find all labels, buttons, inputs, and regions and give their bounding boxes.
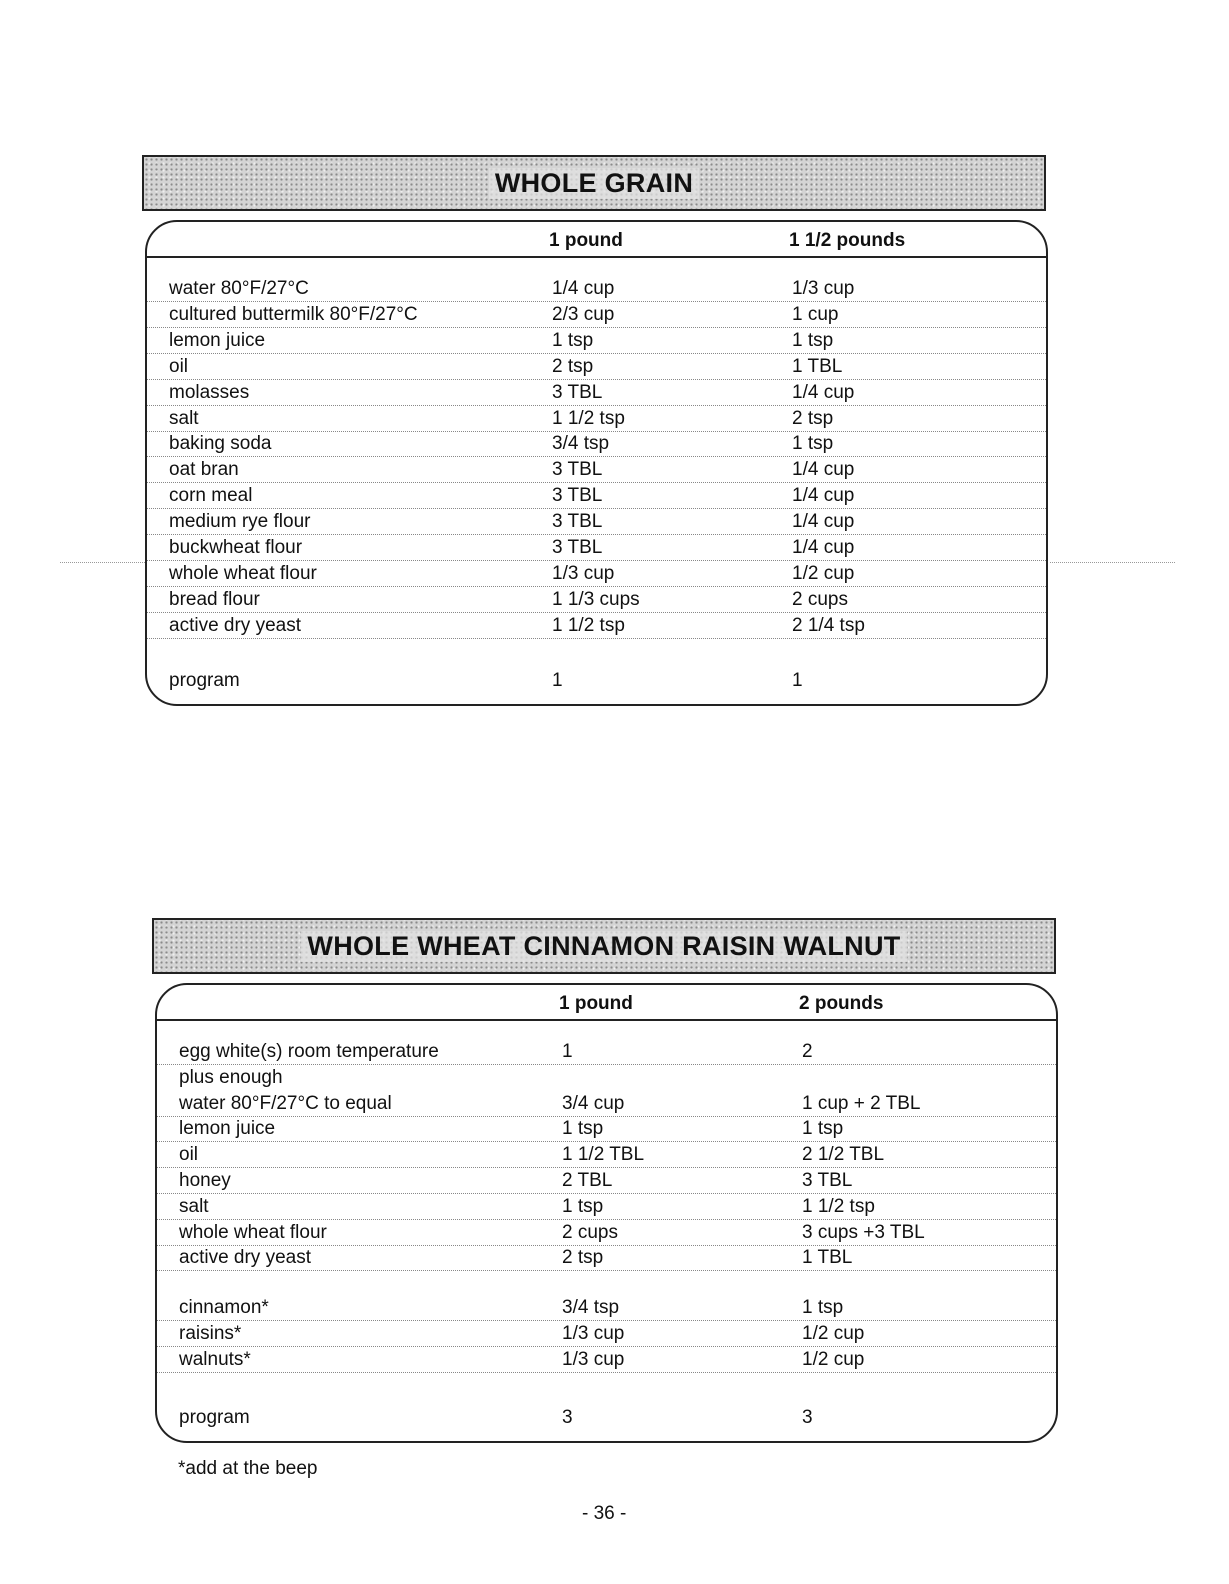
ingredient-name: whole wheat flour bbox=[179, 1221, 327, 1243]
column-header-2: 1 1/2 pounds bbox=[789, 230, 906, 251]
ingredient-name: honey bbox=[179, 1170, 231, 1191]
amount-1: 1 1/2 TBL bbox=[562, 1144, 645, 1166]
amount-2: 1 cup + 2 TBL bbox=[802, 1092, 921, 1114]
page-number: - 36 - bbox=[582, 1503, 627, 1524]
ingredient-row bbox=[157, 1347, 1056, 1373]
ingredient-row bbox=[147, 535, 1046, 561]
ingredient-name: cinnamon* bbox=[179, 1297, 269, 1318]
amount-2: 1 TBL bbox=[802, 1247, 853, 1269]
ingredient-row bbox=[147, 509, 1046, 535]
recipe-title-bar-whole-grain bbox=[142, 155, 1046, 211]
amount-1: 3 TBL bbox=[552, 381, 603, 403]
ingredient-row bbox=[147, 483, 1046, 509]
ingredient-name: baking soda bbox=[169, 433, 272, 455]
amount-1: 1/4 cup bbox=[552, 278, 615, 299]
ingredient-row bbox=[157, 1295, 1056, 1321]
amount-2: 1 tsp bbox=[792, 433, 834, 455]
ingredient-name: lemon juice bbox=[169, 329, 266, 351]
ingredient-name: plus enough bbox=[179, 1066, 283, 1088]
ingredient-name: lemon juice bbox=[179, 1118, 276, 1140]
page-margin-line-right bbox=[1050, 562, 1175, 563]
amount-2: 1/4 cup bbox=[792, 537, 855, 558]
amount-2: 2 bbox=[802, 1041, 813, 1062]
ingredient-row bbox=[147, 276, 1046, 302]
ingredient-row bbox=[147, 406, 1046, 432]
program-row bbox=[147, 668, 1046, 694]
ingredient-row bbox=[157, 1142, 1056, 1168]
ingredient-row bbox=[147, 587, 1046, 613]
amount-2: 1/2 cup bbox=[802, 1322, 865, 1344]
column-header-2: 2 pounds bbox=[799, 993, 884, 1014]
ingredient-row bbox=[157, 1168, 1056, 1194]
ingredient-row bbox=[147, 380, 1046, 406]
amount-1: 1 1/2 tsp bbox=[552, 614, 625, 636]
amount-1: 1 1/2 tsp bbox=[552, 407, 625, 429]
recipe-table-cinnamon-raisin-walnut bbox=[155, 983, 1058, 1443]
program-value-2: 1 bbox=[792, 670, 803, 691]
column-header-1: 1 pound bbox=[549, 230, 623, 251]
amount-1: 1/3 cup bbox=[562, 1322, 625, 1344]
program-row bbox=[157, 1405, 1056, 1431]
amount-2: 1/4 cup bbox=[792, 511, 855, 533]
amount-2: 1/2 cup bbox=[792, 562, 855, 584]
ingredient-name: corn meal bbox=[169, 485, 253, 507]
footnote: *add at the beep bbox=[178, 1458, 318, 1479]
amount-2: 1 tsp bbox=[802, 1118, 844, 1140]
amount-1: 3/4 tsp bbox=[552, 433, 610, 455]
program-label: program bbox=[169, 670, 240, 691]
ingredient-name: walnuts* bbox=[179, 1348, 251, 1370]
ingredient-row bbox=[157, 1091, 1056, 1117]
ingredient-name: raisins* bbox=[179, 1322, 242, 1344]
ingredient-name: water 80°F/27°C to equal bbox=[179, 1092, 392, 1114]
ingredient-name: buckwheat flour bbox=[169, 537, 303, 558]
ingredient-name: medium rye flour bbox=[169, 511, 311, 533]
amount-2: 2 cups bbox=[792, 588, 848, 610]
amount-2: 1 TBL bbox=[792, 355, 843, 377]
ingredient-name: salt bbox=[169, 407, 199, 429]
amount-1: 1/3 cup bbox=[552, 562, 615, 584]
amount-2: 1/4 cup bbox=[792, 485, 855, 507]
recipe-table-whole-grain bbox=[145, 220, 1048, 706]
ingredient-name: egg white(s) room temperature bbox=[179, 1041, 439, 1062]
amount-1: 3 TBL bbox=[552, 537, 603, 558]
ingredient-row bbox=[157, 1245, 1056, 1271]
row-divider bbox=[157, 1270, 1056, 1271]
amount-2: 1/4 cup bbox=[792, 459, 855, 481]
program-value-2: 3 bbox=[802, 1407, 813, 1428]
amount-2: 1/3 cup bbox=[792, 278, 855, 299]
amount-1: 3 TBL bbox=[552, 459, 603, 481]
column-header-row bbox=[147, 222, 1046, 258]
ingredient-row bbox=[147, 328, 1046, 354]
amount-1: 1 1/3 cups bbox=[552, 588, 640, 610]
ingredient-name: salt bbox=[179, 1195, 209, 1217]
program-value-1: 1 bbox=[552, 670, 563, 691]
ingredient-name: active dry yeast bbox=[169, 614, 301, 636]
ingredient-row bbox=[147, 431, 1046, 457]
amount-2: 2 tsp bbox=[792, 407, 834, 429]
ingredient-row bbox=[157, 1220, 1056, 1246]
amount-2: 1 cup bbox=[792, 303, 839, 325]
ingredient-name: water 80°F/27°C bbox=[169, 278, 309, 299]
ingredient-name: oil bbox=[179, 1144, 199, 1166]
amount-1: 2 TBL bbox=[562, 1170, 613, 1191]
page-margin-line-left bbox=[60, 562, 145, 563]
amount-1: 2/3 cup bbox=[552, 303, 615, 325]
ingredient-name: oil bbox=[169, 355, 189, 377]
ingredient-name: active dry yeast bbox=[179, 1247, 311, 1269]
amount-1: 3 TBL bbox=[552, 485, 603, 507]
amount-1: 3 TBL bbox=[552, 511, 603, 533]
row-divider bbox=[147, 638, 1046, 639]
amount-1: 1/3 cup bbox=[562, 1348, 625, 1370]
row-divider bbox=[157, 1372, 1056, 1373]
amount-1: 1 tsp bbox=[562, 1118, 604, 1140]
amount-2: 3 TBL bbox=[802, 1170, 853, 1191]
amount-2: 1 1/2 tsp bbox=[802, 1195, 875, 1217]
ingredient-row bbox=[157, 1039, 1056, 1065]
amount-2: 2 1/4 tsp bbox=[792, 614, 865, 636]
amount-1: 1 tsp bbox=[562, 1195, 604, 1217]
ingredient-name: oat bran bbox=[169, 459, 239, 481]
ingredient-row bbox=[147, 354, 1046, 380]
column-header-row bbox=[157, 985, 1056, 1021]
amount-2: 1/2 cup bbox=[802, 1348, 865, 1370]
amount-1: 2 cups bbox=[562, 1221, 618, 1243]
program-label: program bbox=[179, 1407, 250, 1428]
ingredient-row bbox=[157, 1116, 1056, 1142]
amount-2: 1 tsp bbox=[792, 329, 834, 351]
recipe-title: WHOLE GRAIN bbox=[489, 168, 699, 199]
amount-1: 3/4 tsp bbox=[562, 1297, 620, 1318]
recipe-title-bar-cinnamon-raisin-walnut bbox=[152, 918, 1056, 974]
ingredient-row bbox=[157, 1194, 1056, 1220]
amount-2: 1/4 cup bbox=[792, 381, 855, 403]
ingredient-name: bread flour bbox=[169, 588, 260, 610]
recipe-title: WHOLE WHEAT CINNAMON RAISIN WALNUT bbox=[301, 931, 906, 962]
ingredient-row bbox=[147, 561, 1046, 587]
amount-1: 1 bbox=[562, 1041, 573, 1062]
program-value-1: 3 bbox=[562, 1407, 573, 1428]
ingredient-row bbox=[157, 1065, 1056, 1091]
amount-1: 2 tsp bbox=[562, 1247, 604, 1269]
amount-1: 2 tsp bbox=[552, 355, 594, 377]
amount-1: 3/4 cup bbox=[562, 1092, 625, 1114]
column-header-1: 1 pound bbox=[559, 993, 633, 1014]
amount-2: 2 1/2 TBL bbox=[802, 1144, 885, 1166]
ingredient-name: cultured buttermilk 80°F/27°C bbox=[169, 303, 418, 325]
amount-1: 1 tsp bbox=[552, 329, 594, 351]
ingredient-row bbox=[147, 302, 1046, 328]
amount-2: 3 cups +3 TBL bbox=[802, 1221, 925, 1243]
amount-2: 1 tsp bbox=[802, 1297, 844, 1318]
ingredient-row bbox=[147, 613, 1046, 639]
ingredient-name: molasses bbox=[169, 381, 250, 403]
ingredient-name: whole wheat flour bbox=[169, 562, 317, 584]
ingredient-row bbox=[157, 1321, 1056, 1347]
ingredient-row bbox=[147, 457, 1046, 483]
